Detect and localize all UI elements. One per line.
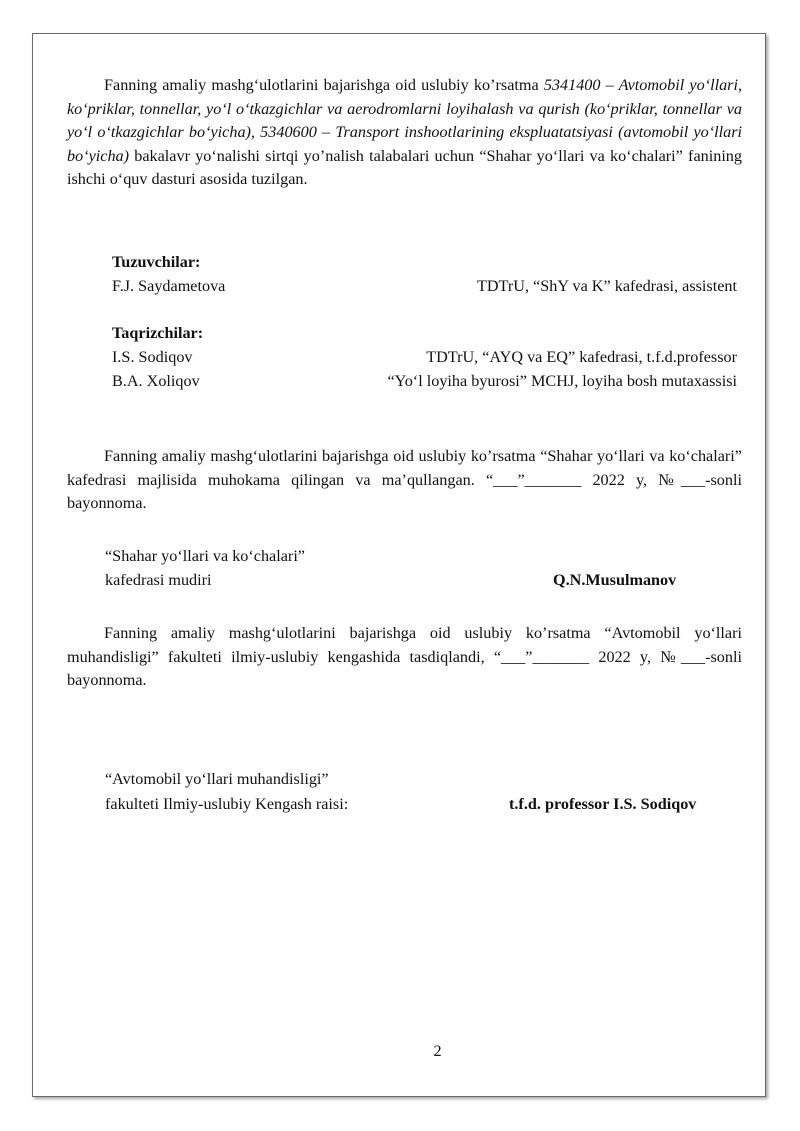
reviewer-row	[112, 346, 737, 370]
page-number: 2	[433, 1042, 442, 1060]
intro-tail: bakalavr yo‘nalishi sirtqi yo’nalish talabalari uchun “Shahar yo‘llari va ko‘chalari” fanining ishchi o‘quv dasturi asosida tuzilgan.	[67, 146, 742, 188]
reviewer-row	[112, 370, 737, 394]
reviewer-name: B.A. Xoliqov	[112, 372, 200, 390]
faculty-name-line: “Avtomobil yo‘llari muhandisligi”	[105, 770, 329, 788]
compiler-row	[112, 275, 737, 299]
reviewer-position: TDTrU, “AYQ va EQ” kafedrasi, t.f.d.professor	[426, 348, 737, 366]
department-name-line: “Shahar yo‘llari va ko‘chalari”	[105, 547, 305, 565]
reviewer-name: I.S. Sodiqov	[112, 348, 193, 366]
department-head-name: Q.N.Musulmanov	[553, 571, 677, 589]
reviewers-heading: Taqrizchilar:	[112, 324, 204, 342]
department-approval-paragraph: Fanning amaliy mashg‘ulotlarini bajarishga oid uslubiy ko’rsatma “Shahar yo‘llari va ko‘chalari” kafedrasi majlisida muhokama qilingan va ma’qullangan. “___”_______ 2022 y, №___-sonli bayonnoma.	[67, 447, 742, 512]
intro-specialties: 5341400 – Avtomobil yo‘llari, ko‘priklar, tonnellar, yo‘l o‘tkazgichlar va aerodromlarni loyihalash va qurish (ko‘priklar, tonnellar va yo‘l o‘tkazgichlar bo‘yicha), 5340600 – Transport inshootlarining ekspluatatsiyasi (avtomobil yo‘llari bo‘yicha)	[67, 76, 743, 165]
compiler-name: F.J. Saydametova	[112, 277, 226, 295]
intro-lead: Fanning amaliy mashg‘ulotlarini bajarishga oid uslubiy ko’rsatma	[104, 76, 539, 94]
reviewer-position: “Yo‘l loyiha byurosi” MCHJ, loyiha bosh mutaxassisi	[387, 372, 737, 390]
faculty-approval-paragraph: Fanning amaliy mashg‘ulotlarini bajarishga oid uslubiy ko’rsatma “Avtomobil yo‘llari muhandisligi” fakulteti ilmiy-uslubiy kengashida tasdiqlandi, “___”_______ 2022 y, №___-sonli bayonnoma.	[67, 624, 742, 689]
compiler-position: TDTrU, “ShY va K” kafedrasi, assistent	[476, 277, 737, 295]
council-chair-title: fakulteti Ilmiy-uslubiy Kengash raisi:	[105, 795, 349, 813]
compilers-heading: Tuzuvchilar:	[112, 253, 201, 271]
intro-paragraph	[67, 74, 742, 192]
council-chair-name: t.f.d. professor I.S. Sodiqov	[509, 795, 697, 813]
department-head-title: kafedrasi mudiri	[105, 571, 212, 589]
